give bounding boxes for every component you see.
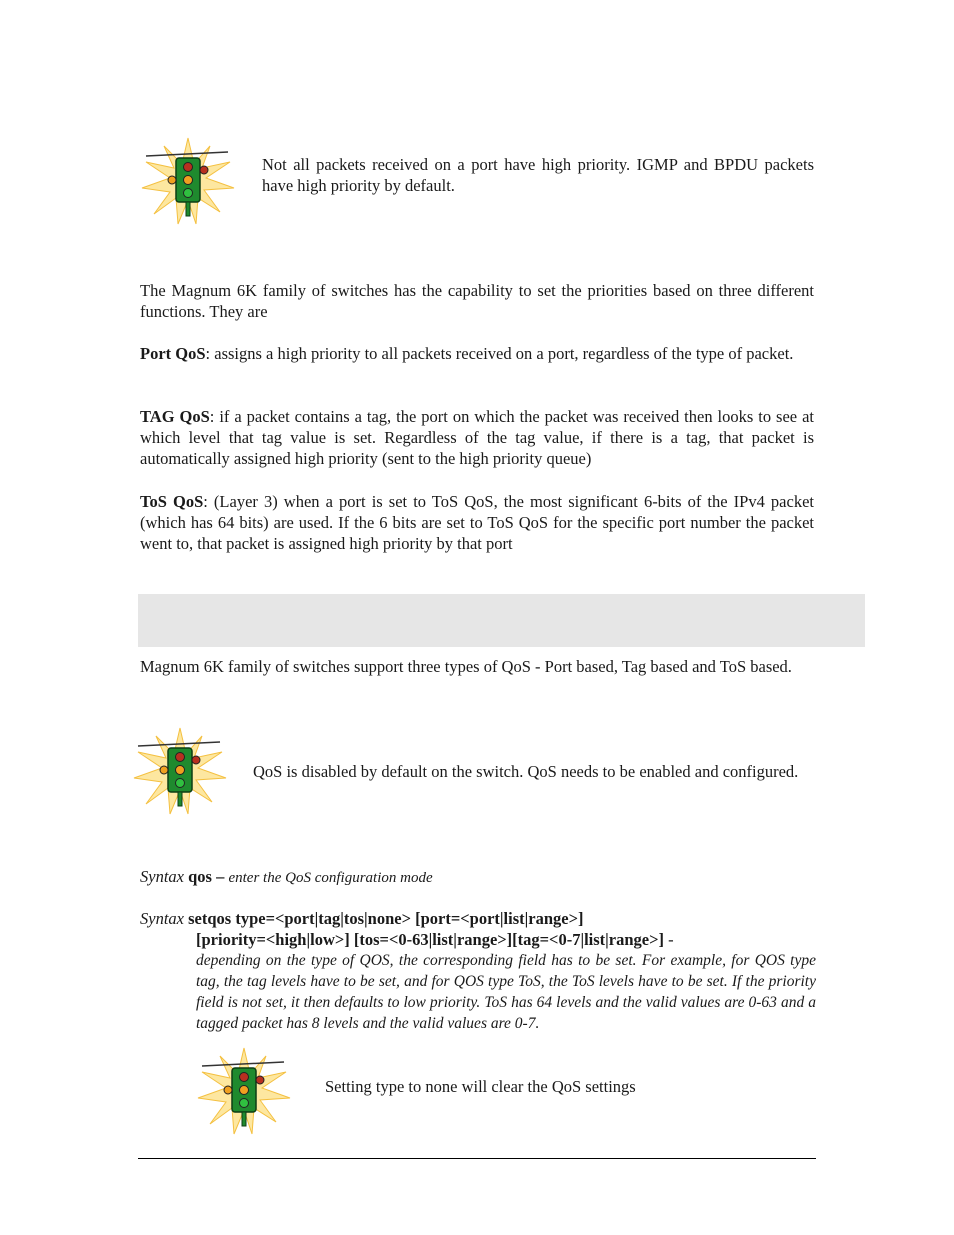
port-qos-text: : assigns a high priority to all packets received on a port, regardless of the type of packet. [205,344,794,363]
tos-qos-label: ToS QoS [140,492,204,511]
syntax-command-line1: setqos type=<port|tag|tos|none> [port=<port|list|range>] [188,909,584,928]
syntax-setqos [140,908,584,929]
tag-qos-paragraph [140,406,814,469]
syntax-dash: - [664,930,674,949]
tos-qos-text: : (Layer 3) when a port is set to ToS QoS, the most significant 6-bits of the IPv4 packet (which has 64 bits) are used. If the 6 bits are set to ToS QoS for the specific port number the packet went to, that packet is assigned high priority by that port [140,492,814,553]
support-paragraph: Magnum 6K family of switches support three types of QoS - Port based, Tag based and ToS based. [140,657,792,676]
note-text: Not all packets received on a port have high priority. IGMP and BPDU packets have high priority by default. [262,155,814,195]
traffic-light-icon [132,726,228,816]
tos-qos-paragraph [140,491,814,554]
syntax-prefix: Syntax [140,867,184,886]
syntax-qos [140,866,433,889]
intro-paragraph: The Magnum 6K family of switches has the capability to set the priorities based on three different functions. They are [140,281,814,321]
section-heading-band [138,594,865,647]
footer-rule [138,1158,816,1159]
port-qos-label: Port QoS [140,344,206,363]
note-text: Setting type to none will clear the QoS settings [325,1077,636,1096]
tag-qos-label: TAG QoS [140,407,210,426]
traffic-light-icon [140,136,236,226]
syntax-command: qos – [188,867,225,886]
syntax-setqos-line2 [196,929,674,950]
syntax-prefix: Syntax [140,909,184,928]
syntax-command-line2: [priority=<high|low>] [tos=<0-63|list|range>][tag=<0-7|list|range>] [196,930,665,949]
note-text: QoS is disabled by default on the switch. QoS needs to be enabled and configured. [253,762,799,781]
syntax-setqos-description: depending on the type of QOS, the corresponding field has to be set. For example, for QOS type tag, the tag levels have to be set, and for QOS type ToS, the ToS levels have to be set. If the priority field is not set, it then defaults to low priority. ToS has 64 levels and the valid values are 0-63 and a tagged packet has 8 levels and the valid values are 0-7. [196,952,816,1032]
traffic-light-icon [196,1046,292,1136]
tag-qos-text: : if a packet contains a tag, the port on which the packet was received then looks to see at which level that tag value is set. Regardless of the tag value, if there is a tag, that packet is automatically assigned high priority (sent to the high priority queue) [140,407,814,468]
syntax-description: enter the QoS configuration mode [228,870,433,886]
port-qos-paragraph [140,343,814,364]
